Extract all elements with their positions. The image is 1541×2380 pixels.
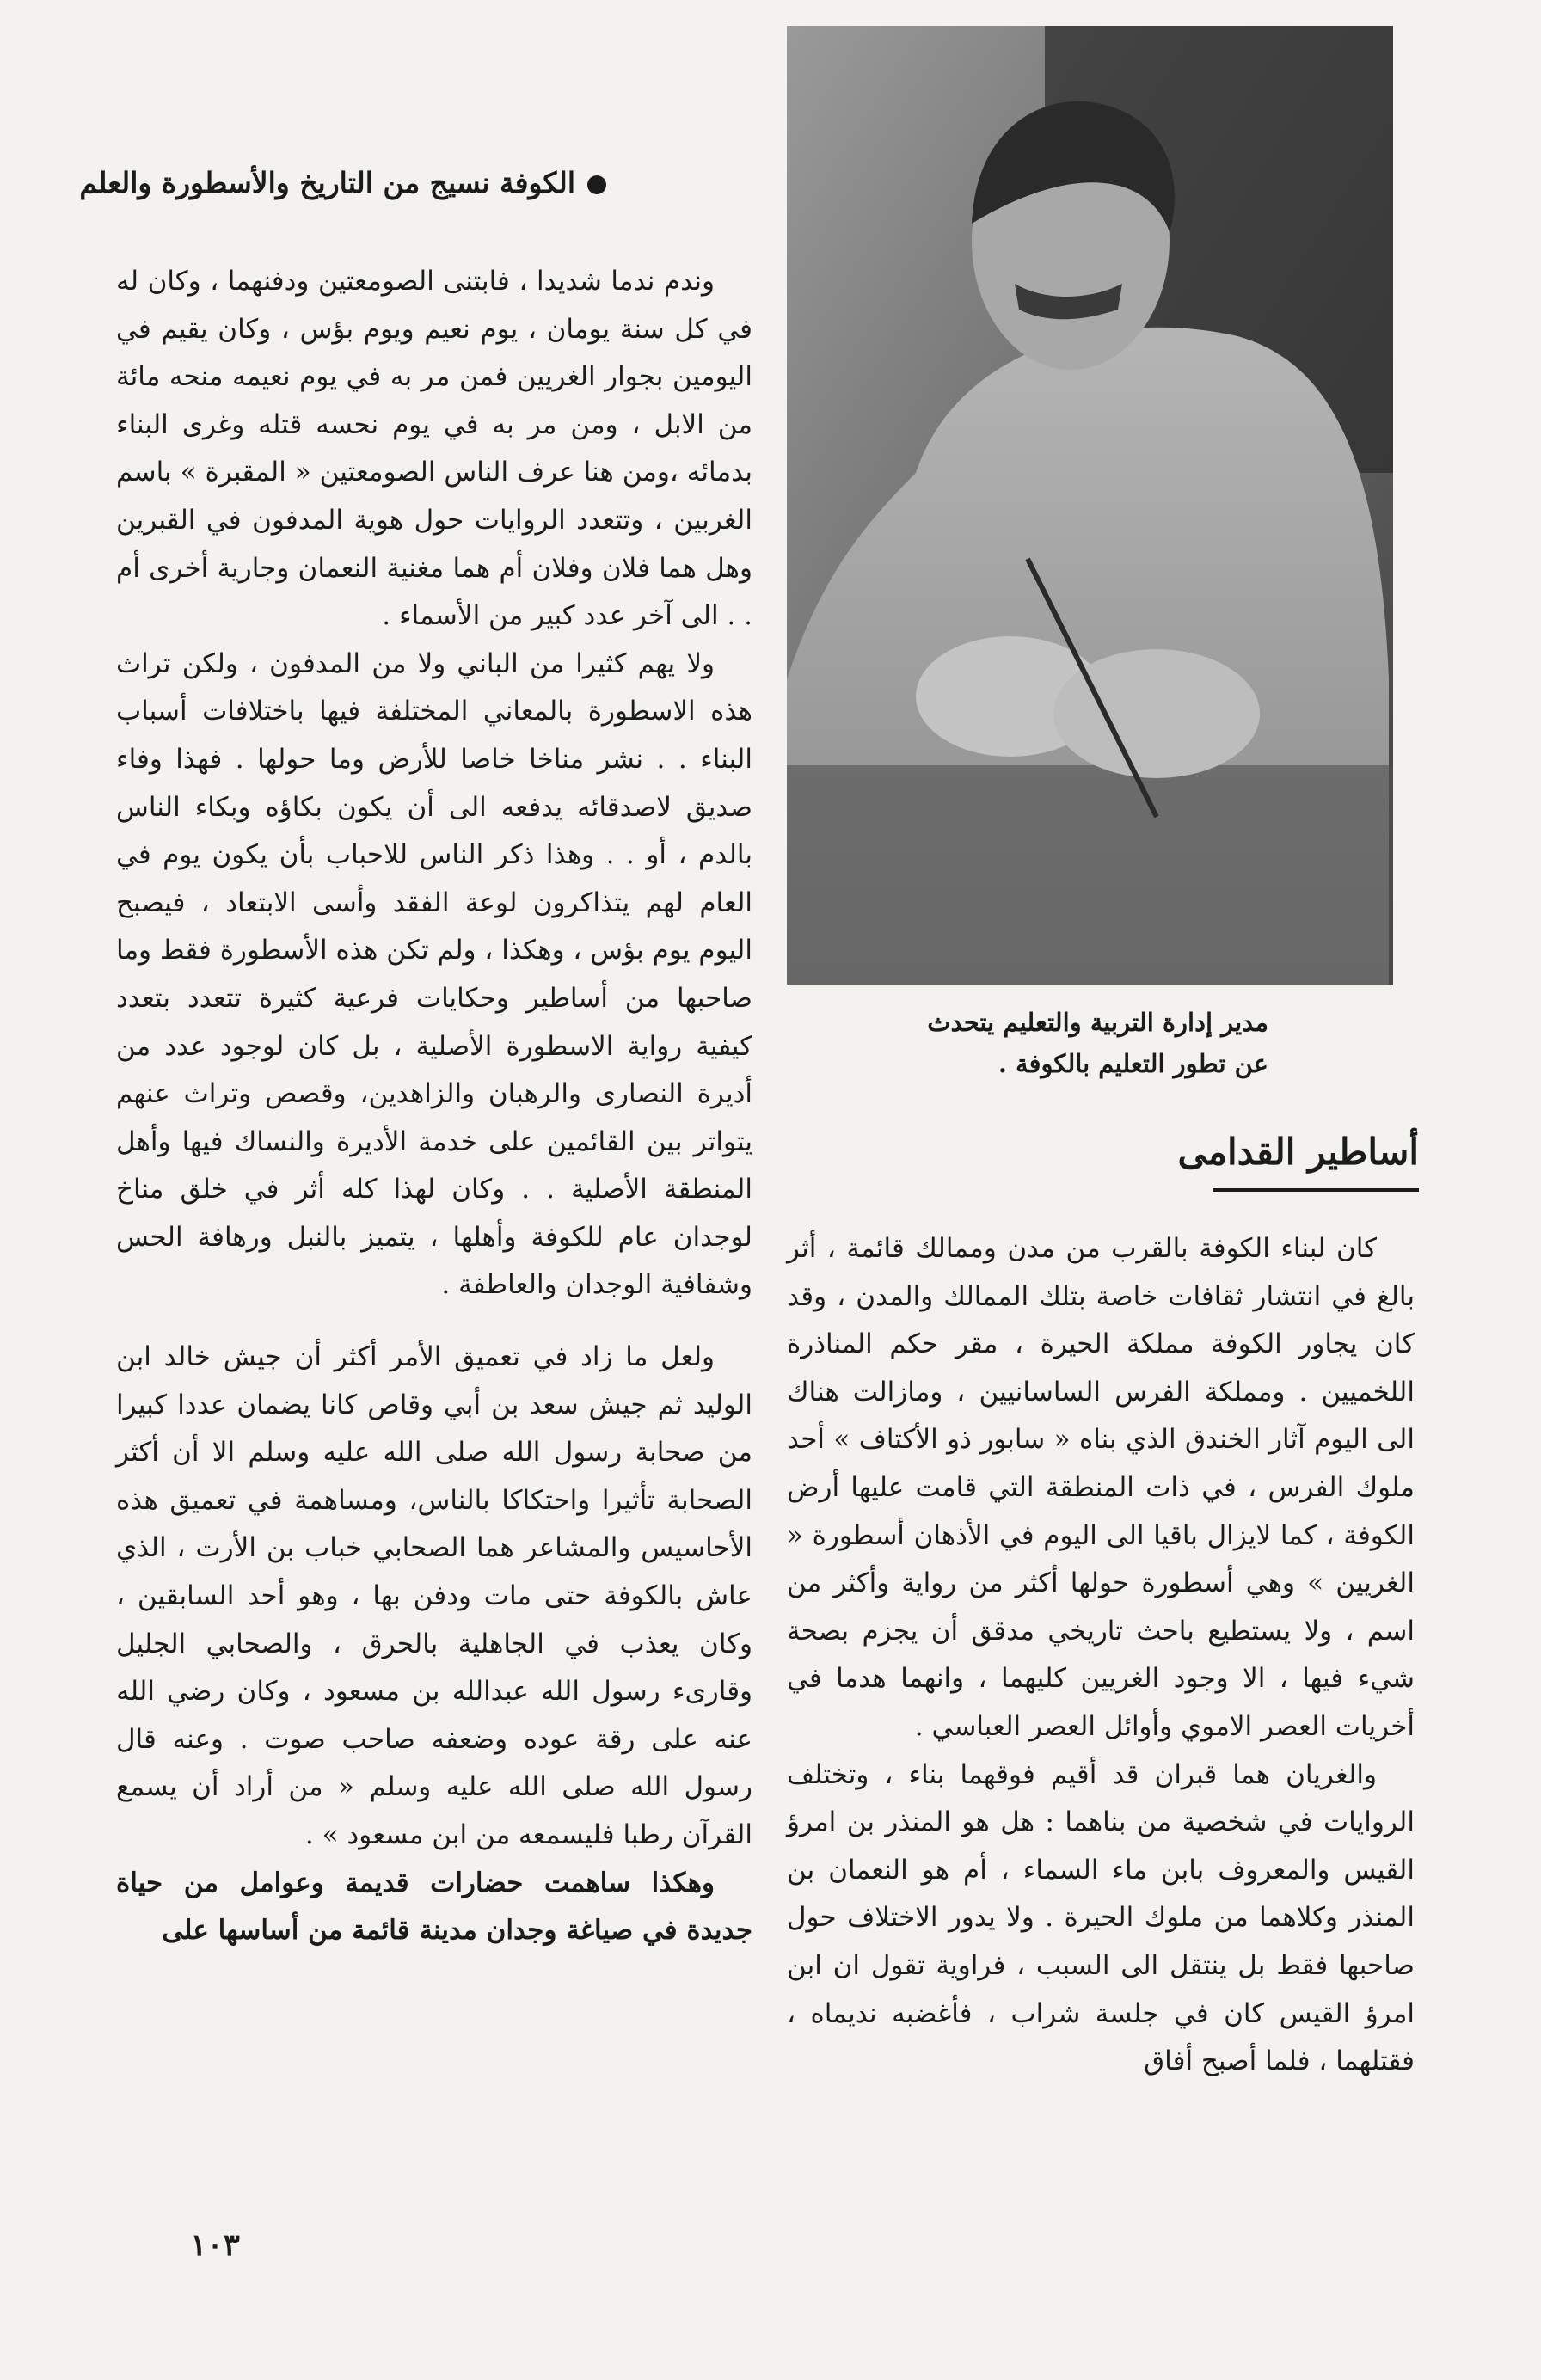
photo-caption bbox=[873, 1002, 1268, 1084]
right-paragraph-2: والغريان هما قبران قد أقيم فوقهما بناء ، وتختلف الروايات في شخصية من بناهما : هل هو المنذر بن امرؤ القيس والمعروف بابن ماء السماء ، أم هو النعمان بن المنذر وكلاهما من ملوك الحيرة . ولا يدور الاختلاف حول صاحبها فقط بل ينتقل الى السبب ، فراوية تقول ان ابن امرؤ القيس كان في جلسة شراب ، فأغضبه نديماه ، فقتلهما ، فلما أصبح أفاق bbox=[787, 1758, 1415, 2077]
section-title: أساطير القدامى bbox=[1177, 1131, 1419, 1173]
section-title-underline bbox=[1213, 1188, 1419, 1192]
page-number: ١٠٣ bbox=[189, 2227, 240, 2263]
right-paragraph-1: كان لبناء الكوفة بالقرب من مدن وممالك قائمة ، أثر بالغ في انتشار ثقافات خاصة بتلك الممالك والمدن ، وقد كان يجاور الكوفة مملكة الحيرة ، مقر حكم المناذرة اللخميين . ومملكة الفرس الساسانيين ، ومازالت هناك الى اليوم آثار الخندق الذي بناه « سابور ذو الأكتاف » أحد ملوك الفرس ، في ذات المنطقة التي قامت عليها أرض الكوفة ، كما لايزال باقيا الى اليوم في الأذهان أسطورة « الغريين » وهي أسطورة حولها أكثر من رواية وأكثر من اسم ، ولا يستطيع باحث تاريخي مدقق أن يجزم بصحة شيء فيها ، الا وجود الغريين كليهما ، وانهما هدما في أخريات العصر الاموي وأوائل العصر العباسي . bbox=[787, 1233, 1415, 1742]
right-column bbox=[787, 1225, 1415, 2086]
caption-line-2: عن تطور التعليم بالكوفة . bbox=[998, 1049, 1268, 1078]
left-paragraph-4: وهكذا ساهمت حضارات قديمة وعوامل من حياة جديدة في صياغة وجدان مدينة قائمة من أساسها على bbox=[116, 1867, 752, 1947]
left-paragraph-1: وندم ندما شديدا ، فابتنى الصومعتين ودفنهما ، وكان له في كل سنة يومان ، يوم نعيم ويوم بؤس ، وكان يقيم في اليومين بجوار الغريين فمن مر به في يوم نعيمه منحه مائة من الابل ، ومن مر به في يوم نحسه قتله وغرى البناء بدمائه ،ومن هنا عرف الناس الصومعتين « المقبرة » باسم الغربين ، وتتعدد الروايات حول هوية المدفون في القبرين وهل هما فلان وفلان أم هما مغنية النعمان وجارية أخرى أم . . الى آخر عدد كبير من الأسماء . bbox=[116, 266, 752, 632]
bullet-icon bbox=[587, 175, 606, 194]
left-column bbox=[116, 258, 752, 1955]
caption-line-1: مدير إدارة التربية والتعليم يتحدث bbox=[927, 1008, 1268, 1037]
portrait-photo bbox=[787, 26, 1393, 985]
left-paragraph-2: ولا يهم كثيرا من الباني ولا من المدفون ، ولكن تراث هذه الاسطورة بالمعاني المختلفة فيها باختلافات أسباب البناء . . نشر مناخا خاصا للأرض وما حولها . فهذا وفاء صديق لاصدقائه يدفعه الى أن يكون بكاؤه وبكاء الناس بالدم ، أو . . وهذا ذكر الناس للاحباب بأن يكون يوم في العام لهم يتذاكرون لوعة الفقد وأسى الابتعاد ، فيصبح اليوم يوم بؤس ، وهكذا ، ولم تكن هذه الأسطورة فقط وما صاحبها من أساطير وحكايات فرعية كثيرة تتعدد بتعدد كيفية رواية الاسطورة الأصلية ، بل كان لوجود عدد من أديرة النصارى والرهبان والزاهدين، وقصص وتراث عنهم يتواتر بين القائمين على خدمة الأديرة والنساك فيها وأهل المنطقة الأصلية . . وكان لهذا كله أثر في خلق مناخ لوجدان عام للكوفة وأهلها ، يتميز بالنبل ورهافة الحس وشفافية الوجدان والعاطفة . bbox=[116, 647, 752, 1301]
left-paragraph-3: ولعل ما زاد في تعميق الأمر أكثر أن جيش خالد ابن الوليد ثم جيش سعد بن أبي وقاص كانا يضمان عددا كبيرا من صحابة رسول الله صلى الله عليه وسلم الا أن أكثر الصحابة تأثيرا واحتكاكا بالناس، ومساهمة في تعميق هذه الأحاسيس والمشاعر هما الصحابي خباب بن الأرت ، الذي عاش بالكوفة حتى مات ودفن بها ، وهو أحد السابقين ، وكان يعذب في الجاهلية بالحرق ، والصحابي الجليل وقارىء رسول الله عبدالله بن مسعود ، وكان رضي الله عنه على رقة عوده وضعفه صاحب صوت . وعنه قال رسول الله صلى الله عليه وسلم « من أراد أن يسمع القرآن رطبا فليسمعه من ابن مسعود » . bbox=[116, 1341, 752, 1850]
photo-portrait-icon bbox=[787, 26, 1393, 985]
running-header bbox=[79, 157, 606, 209]
header-title: الكوفة نسيج من التاريخ والأسطورة والعلم bbox=[79, 166, 575, 199]
